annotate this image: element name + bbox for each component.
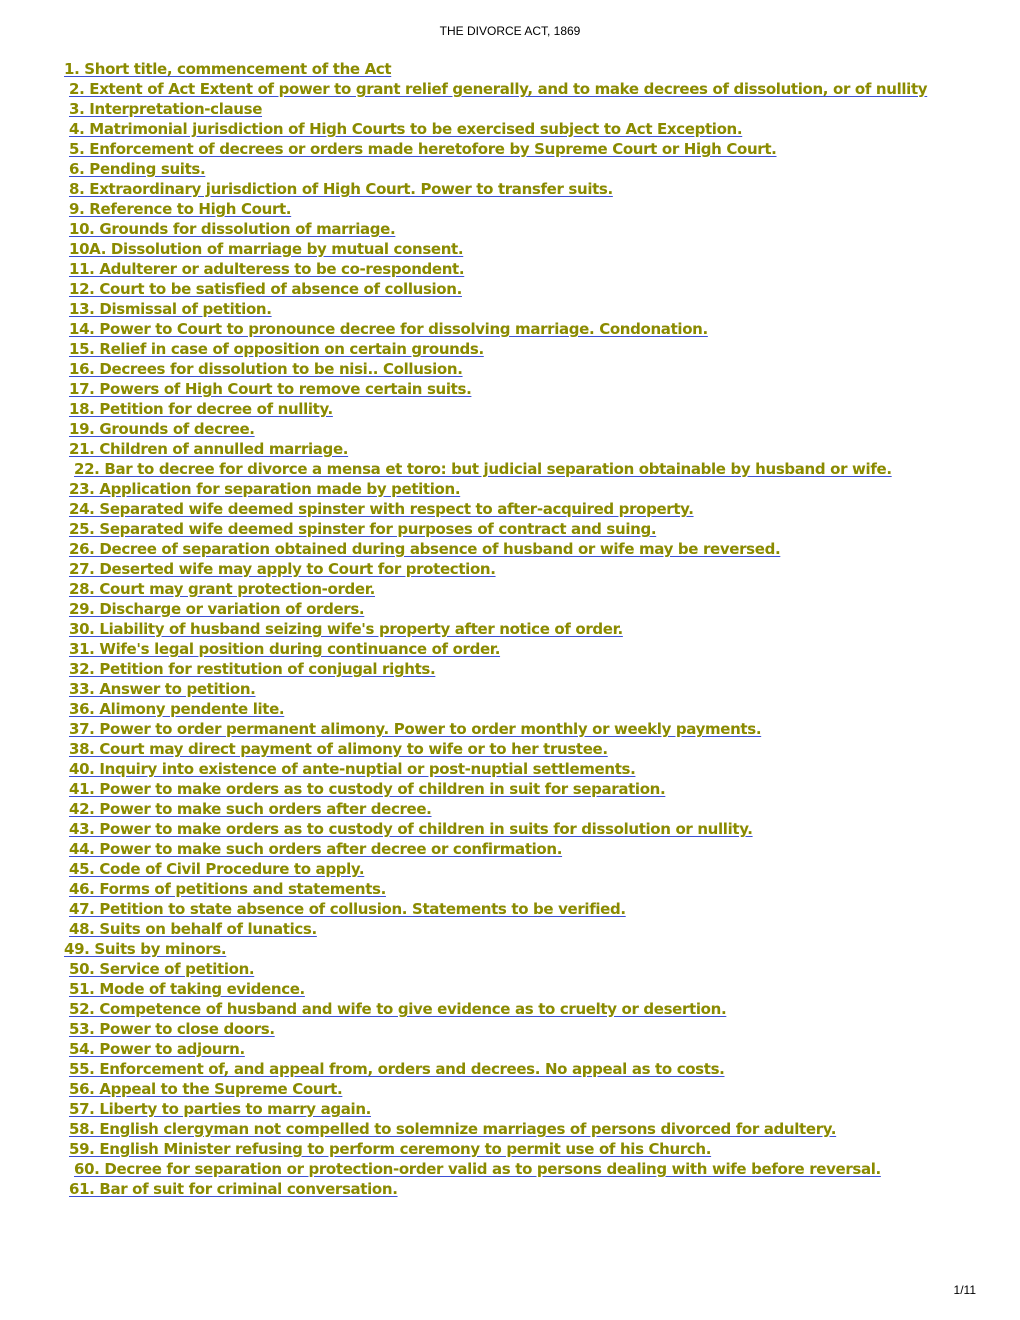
toc-link[interactable]: 2. Extent of Act Extent of power to grant relief generally, and to make decrees of dissolution, or of nullity <box>69 80 928 98</box>
page-number: 1/11 <box>953 1283 976 1297</box>
toc-link[interactable]: 15. Relief in case of opposition on certain grounds. <box>69 340 484 358</box>
toc-link[interactable]: 17. Powers of High Court to remove certain suits. <box>69 380 472 398</box>
toc-link[interactable]: 21. Children of annulled marriage. <box>69 440 349 458</box>
toc-link[interactable]: 52. Competence of husband and wife to give evidence as to cruelty or desertion. <box>69 1000 727 1018</box>
toc-link[interactable]: 44. Power to make such orders after decree or confirmation. <box>69 840 563 858</box>
toc-link[interactable]: 16. Decrees for dissolution to be nisi.. Collusion. <box>69 360 463 378</box>
toc-link[interactable]: 13. Dismissal of petition. <box>69 300 272 318</box>
toc-link[interactable]: 19. Grounds of decree. <box>69 420 255 438</box>
toc-link[interactable]: 41. Power to make orders as to custody of children in suit for separation. <box>69 780 666 798</box>
toc-link[interactable]: 43. Power to make orders as to custody of children in suits for dissolution or nullity. <box>69 820 753 838</box>
toc-link[interactable]: 32. Petition for restitution of conjugal rights. <box>69 660 436 678</box>
toc-link[interactable]: 28. Court may grant protection-order. <box>69 580 376 598</box>
toc-link[interactable]: 60. Decree for separation or protection-order valid as to persons dealing with wife before reversal. <box>74 1160 881 1178</box>
toc-link[interactable]: 46. Forms of petitions and statements. <box>69 880 386 898</box>
toc-link[interactable]: 23. Application for separation made by petition. <box>69 480 461 498</box>
toc-link[interactable]: 9. Reference to High Court. <box>69 200 292 218</box>
toc-link[interactable]: 10. Grounds for dissolution of marriage. <box>69 220 396 238</box>
toc-link[interactable]: 45. Code of Civil Procedure to apply. <box>69 860 365 878</box>
toc-link[interactable]: 27. Deserted wife may apply to Court for protection. <box>69 560 496 578</box>
toc-link[interactable]: 3. Interpretation-clause <box>69 100 263 118</box>
toc-link[interactable]: 5. Enforcement of decrees or orders made heretofore by Supreme Court or High Court. <box>69 140 777 158</box>
toc-link[interactable]: 54. Power to adjourn. <box>69 1040 245 1058</box>
toc-link[interactable]: 1. Short title, commencement of the Act <box>64 60 392 78</box>
toc-link[interactable]: 31. Wife's legal position during continuance of order. <box>69 640 501 658</box>
toc-link[interactable]: 55. Enforcement of, and appeal from, orders and decrees. No appeal as to costs. <box>69 1060 725 1078</box>
toc-link[interactable]: 37. Power to order permanent alimony. Power to order monthly or weekly payments. <box>69 720 762 738</box>
toc-link[interactable]: 4. Matrimonial jurisdiction of High Courts to be exercised subject to Act Exception. <box>69 120 743 138</box>
toc-link[interactable]: 59. English Minister refusing to perform ceremony to permit use of his Church. <box>69 1140 712 1158</box>
toc-link[interactable]: 49. Suits by minors. <box>64 940 227 958</box>
toc-link[interactable]: 14. Power to Court to pronounce decree for dissolving marriage. Condonation. <box>69 320 708 338</box>
toc-link[interactable]: 38. Court may direct payment of alimony to wife or to her trustee. <box>69 740 608 758</box>
toc-link[interactable]: 58. English clergyman not compelled to solemnize marriages of persons divorced for adultery. <box>69 1120 837 1138</box>
toc-link[interactable]: 51. Mode of taking evidence. <box>69 980 305 998</box>
toc-link[interactable]: 48. Suits on behalf of lunatics. <box>69 920 317 938</box>
toc-link[interactable]: 22. Bar to decree for divorce a mensa et toro: but judicial separation obtainable by husband or wife. <box>74 460 892 478</box>
table-of-contents <box>59 59 964 1199</box>
toc-link[interactable]: 6. Pending suits. <box>69 160 206 178</box>
toc-link[interactable]: 26. Decree of separation obtained during absence of husband or wife may be reversed. <box>69 540 781 558</box>
toc-link[interactable]: 24. Separated wife deemed spinster with respect to after-acquired property. <box>69 500 694 518</box>
document-title: THE DIVORCE ACT, 1869 <box>439 24 581 38</box>
toc-link[interactable]: 25. Separated wife deemed spinster for purposes of contract and suing. <box>69 520 657 538</box>
toc-link[interactable]: 42. Power to make such orders after decree. <box>69 800 432 818</box>
toc-link[interactable]: 18. Petition for decree of nullity. <box>69 400 333 418</box>
toc-link[interactable]: 53. Power to close doors. <box>69 1020 275 1038</box>
toc-link[interactable]: 36. Alimony pendente lite. <box>69 700 285 718</box>
toc-link[interactable]: 56. Appeal to the Supreme Court. <box>69 1080 343 1098</box>
toc-link[interactable]: 10A. Dissolution of marriage by mutual consent. <box>69 240 464 258</box>
toc-link[interactable]: 30. Liability of husband seizing wife's property after notice of order. <box>69 620 623 638</box>
toc-link[interactable]: 29. Discharge or variation of orders. <box>69 600 365 618</box>
toc-link[interactable]: 12. Court to be satisfied of absence of collusion. <box>69 280 462 298</box>
toc-link[interactable]: 11. Adulterer or adulteress to be co-respondent. <box>69 260 465 278</box>
toc-link[interactable]: 57. Liberty to parties to marry again. <box>69 1100 372 1118</box>
toc-link[interactable]: 47. Petition to state absence of collusion. Statements to be verified. <box>69 900 626 918</box>
toc-link[interactable]: 61. Bar of suit for criminal conversation. <box>69 1180 398 1198</box>
toc-link[interactable]: 8. Extraordinary jurisdiction of High Court. Power to transfer suits. <box>69 180 613 198</box>
toc-link[interactable]: 40. Inquiry into existence of ante-nuptial or post-nuptial settlements. <box>69 760 636 778</box>
toc-link[interactable]: 33. Answer to petition. <box>69 680 256 698</box>
toc-link[interactable]: 50. Service of petition. <box>69 960 255 978</box>
